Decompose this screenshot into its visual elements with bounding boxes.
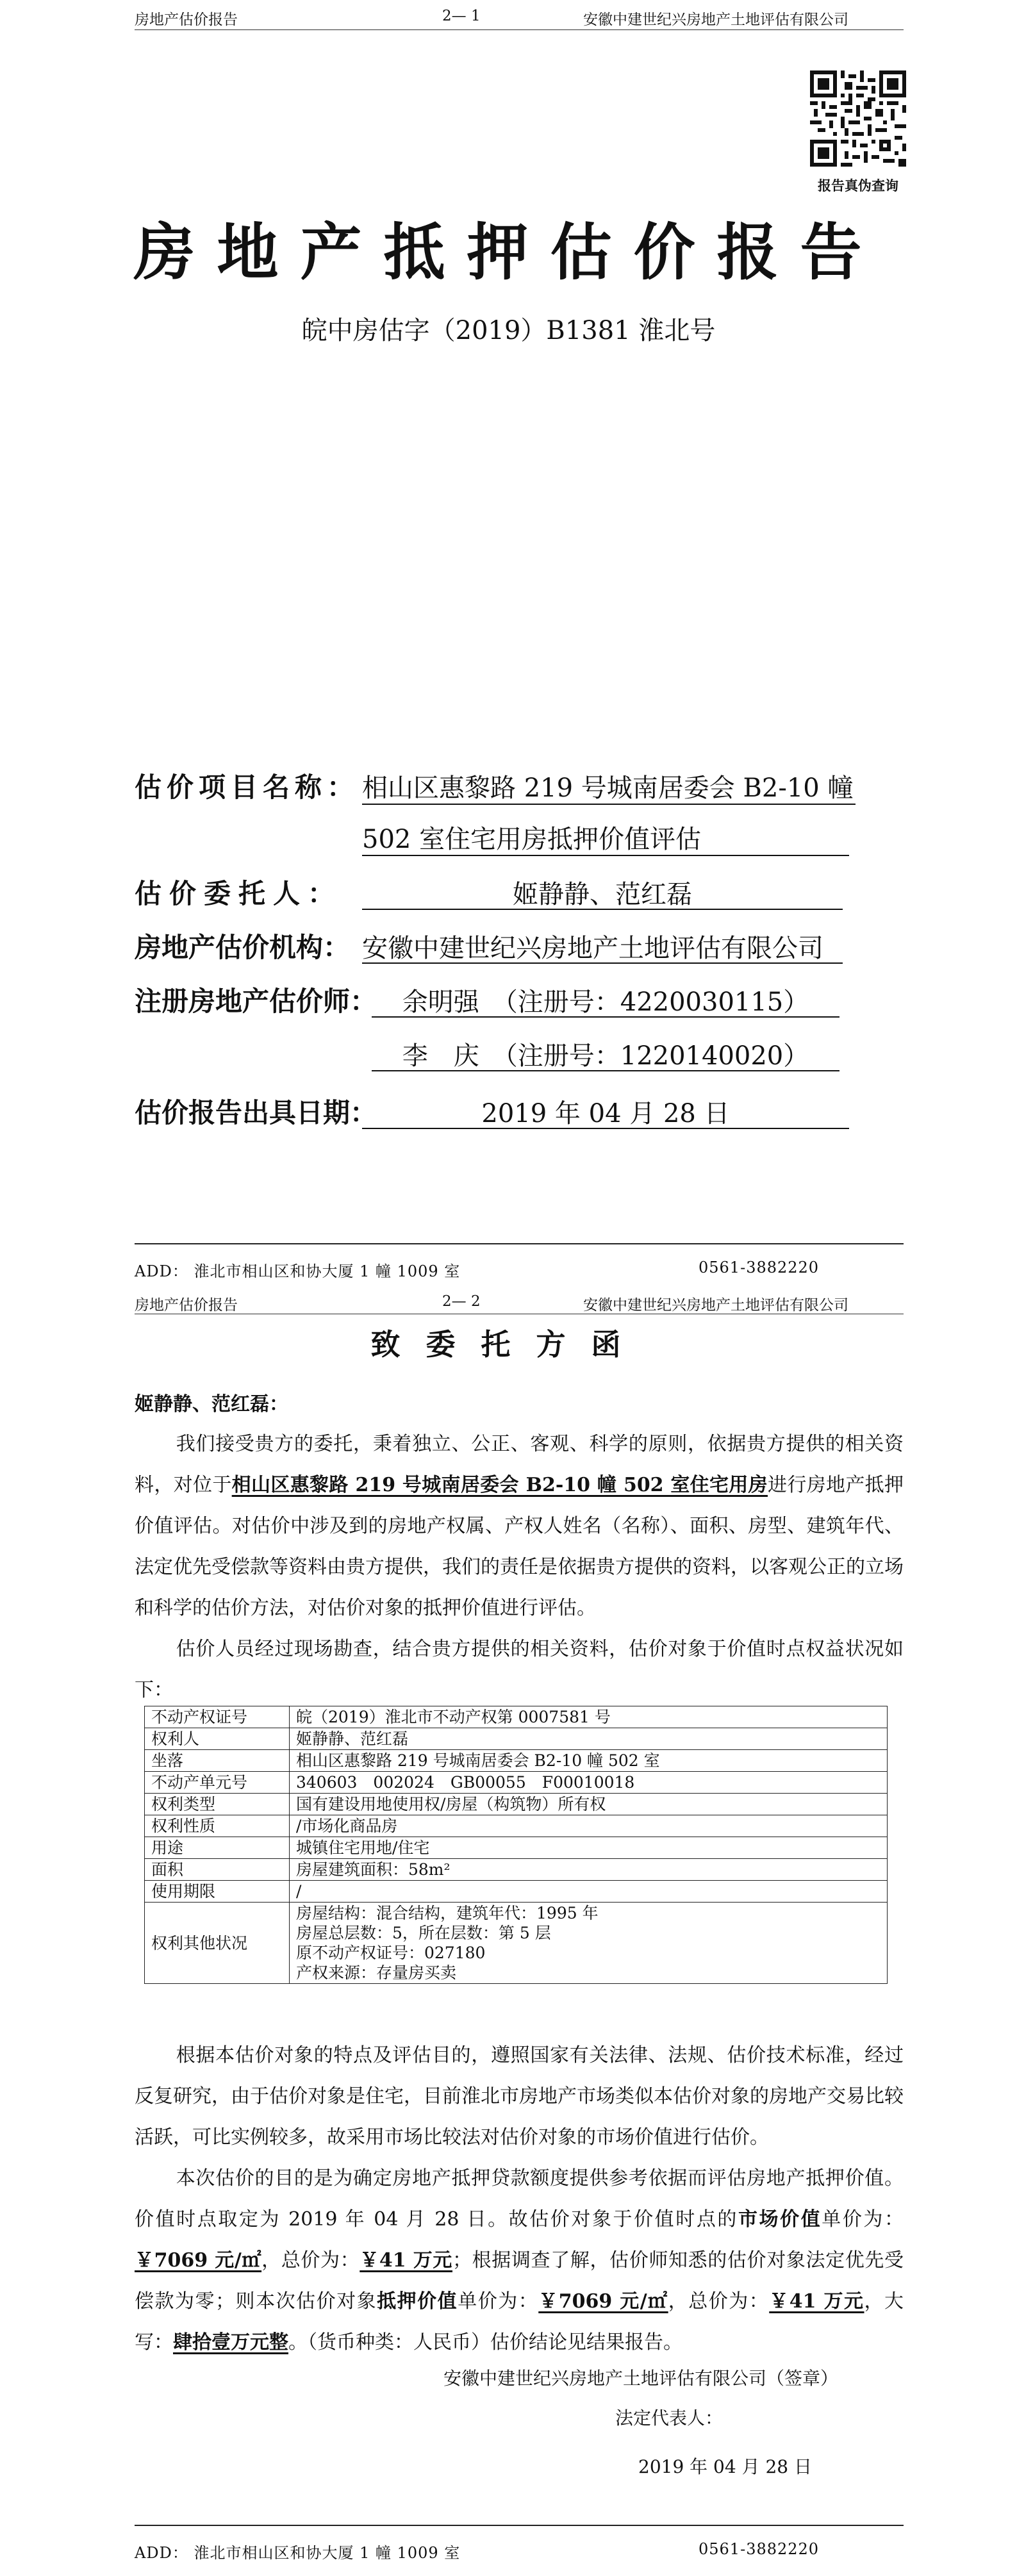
p4-market-unit-price: ￥7069 元/㎡ <box>135 2249 262 2272</box>
p4-text-m: ，大写： <box>135 2290 904 2354</box>
table-key-cell: 使用期限 <box>145 1881 290 1903</box>
table-value-cell: 相山区惠黎路 219 号城南居委会 B2-10 幢 502 室 <box>290 1750 888 1772</box>
table-value-cell: / <box>290 1881 888 1903</box>
page2-footer-address: ADD： 淮北市相山区和协大厦 1 幢 1009 室 <box>135 2544 461 2562</box>
rights-table <box>144 1706 888 1984</box>
p1-property-address: 相山区惠黎路 219 号城南居委会 B2-10 幢 502 室住宅用房 <box>231 1474 768 1496</box>
project-name-line1: 相山区惠黎路 219 号城南居委会 B2-10 幢 <box>362 773 854 803</box>
document-number: 皖中房估字（2019）B1381 淮北号 <box>301 316 716 345</box>
p4-text-e: ，总价为： <box>261 2249 360 2272</box>
page1-footer-phone: 0561-3882220 <box>699 1259 820 1276</box>
p4-mortgage-value: 抵押价值 <box>377 2290 458 2313</box>
report-title: 房地产抵押估价报告 <box>133 216 884 288</box>
table-row <box>145 1728 888 1750</box>
p1-text-c: 进行房地产抵押价值评估。对估价中涉及到的房地产权属、产权人姓名（名称）、面积、房型、建筑年代、法定优先受偿款等资料由贵方提供，我们的责任是依据贵方提供的资料，以客观公正的立场和科学的估价方法，对估价对象的抵押价值进行评估。 <box>135 1474 904 1619</box>
appraiser-2: 李 庆 （注册号：1220140020） <box>402 1041 809 1071</box>
paragraph-3 <box>135 2035 904 2158</box>
table-key-cell: 权利其他状况 <box>145 1903 290 1984</box>
p4-market-total: ￥41 万元 <box>360 2249 453 2272</box>
signature-representative: 法定代表人： <box>615 2407 723 2429</box>
agency-underline <box>362 962 843 964</box>
table-key-cell: 权利类型 <box>145 1794 290 1815</box>
table-row <box>145 1794 888 1815</box>
project-name-label: 估价项目名称： <box>135 772 360 803</box>
page1-footer-address: ADD： 淮北市相山区和协大厦 1 幢 1009 室 <box>135 1262 461 1280</box>
table-row <box>145 1750 888 1772</box>
table-row <box>145 1859 888 1881</box>
table-row <box>145 1706 888 1728</box>
p4-text-g: ；根据调查了解，估价师知悉的估价对象法定优先受偿款为零；则本次估价对象 <box>135 2249 904 2313</box>
table-key-cell: 权利性质 <box>145 1815 290 1837</box>
table-value-cell: 城镇住宅用地/住宅 <box>290 1837 888 1859</box>
report-date-value: 2019 年 04 月 28 日 <box>481 1099 730 1128</box>
other-status-line: 房屋总层数：5，所在层数：第 5 层 <box>296 1924 551 1942</box>
page2-footer-phone: 0561-3882220 <box>699 2540 820 2558</box>
table-row-other <box>145 1903 888 1984</box>
table-value-cell <box>290 1903 888 1984</box>
table-key-cell: 不动产单元号 <box>145 1772 290 1794</box>
table-key-cell: 不动产权证号 <box>145 1706 290 1728</box>
table-value-cell: /市场化商品房 <box>290 1815 888 1837</box>
project-underline-2 <box>362 855 849 856</box>
agency-label: 房地产估价机构： <box>135 932 351 963</box>
appraiser-2-underline <box>372 1070 839 1071</box>
other-status-line: 产权来源：存量房买卖 <box>296 1963 457 1982</box>
p4-amount-in-words: 肆拾壹万元整 <box>173 2331 288 2354</box>
page2-footer-rule <box>135 2525 904 2526</box>
report-date-label: 估价报告出具日期： <box>135 1097 377 1128</box>
p2-text: 估价人员经过现场勘查，结合贵方提供的相关资料，估价对象于价值时点权益状况如下： <box>135 1638 904 1701</box>
table-key-cell: 坐落 <box>145 1750 290 1772</box>
table-value-cell: 340603 002024 GB00055 F00010018 <box>290 1772 888 1794</box>
table-row <box>145 1815 888 1837</box>
p4-mortgage-unit-price: ￥7069 元/㎡ <box>538 2290 668 2313</box>
p4-text-a: 本次估价的目的是为确定房地产抵押贷款额度提供参考依据而评估房地产抵押价值。价值时点取定为 2019 年 04 月 28 日。故估价对象于价值时点的 <box>135 2167 904 2231</box>
page1-header-rule <box>135 29 904 30</box>
appraiser-label: 注册房地产估价师： <box>135 986 377 1017</box>
p3-text: 根据本估价对象的特点及评估目的，遵照国家有关法律、法规、估价技术标准，经过反复研究，由于估价对象是住宅，目前淮北市房地产市场类似本估价对象的房地产交易比较活跃，可比实例较多，故采用市场比较法对估价对象的市场价值进行估价。 <box>135 2044 904 2149</box>
page2-header-right: 安徽中建世纪兴房地产土地评估有限公司 <box>583 1297 848 1314</box>
page2-header-page-number: 2— 2 <box>442 1293 481 1310</box>
table-value-cell: 国有建设用地使用权/房屋（构筑物）所有权 <box>290 1794 888 1815</box>
p4-mortgage-total: ￥41 万元 <box>769 2290 864 2313</box>
p4-text-i: 单价为： <box>458 2290 539 2313</box>
page1-header-right: 安徽中建世纪兴房地产土地评估有限公司 <box>583 12 848 28</box>
p4-market-value: 市场价值 <box>738 2208 822 2231</box>
appraiser-1: 余明强 （注册号：4220030115） <box>402 987 809 1017</box>
table-row <box>145 1837 888 1859</box>
other-status-line: 原不动产权证号：027180 <box>296 1944 486 1962</box>
signature-date: 2019 年 04 月 28 日 <box>638 2456 813 2477</box>
table-row <box>145 1881 888 1903</box>
qr-code-icon[interactable] <box>810 70 906 167</box>
page1-footer-rule <box>135 1243 904 1244</box>
project-underline-1 <box>362 804 856 805</box>
table-key-cell: 用途 <box>145 1837 290 1859</box>
letter-title: 致委托方函 <box>370 1327 647 1362</box>
client-underline <box>362 909 843 910</box>
page1-header-page-number: 2— 1 <box>442 8 481 24</box>
table-value-cell: 房屋建筑面积：58m² <box>290 1859 888 1881</box>
p4-text-o: 。（货币种类：人民币）估价结论见结果报告。 <box>288 2331 682 2354</box>
table-key-cell: 权利人 <box>145 1728 290 1750</box>
other-status-line: 房屋结构：混合结构，建筑年代：1995 年 <box>296 1904 599 1922</box>
table-key-cell: 面积 <box>145 1859 290 1881</box>
table-value-cell: 姬静静、范红磊 <box>290 1728 888 1750</box>
p1-text-a: 我们接受贵方的委托，秉着独立、公正、客观、科学的原则，依据贵方提供的相关资料，对位于 <box>135 1433 904 1496</box>
appraiser-1-underline <box>372 1016 839 1018</box>
paragraph-2 <box>135 1629 904 1711</box>
table-row <box>145 1772 888 1794</box>
agency-value: 安徽中建世纪兴房地产土地评估有限公司 <box>362 934 823 963</box>
p4-text-c: 单价为： <box>822 2208 904 2231</box>
report-date-underline <box>362 1128 849 1129</box>
project-name-line2: 502 室住宅用房抵押价值评估 <box>362 825 702 854</box>
qr-caption: 报告真伪查询 <box>818 178 898 194</box>
client-value: 姬静静、范红磊 <box>513 880 692 909</box>
paragraph-1 <box>135 1424 904 1629</box>
client-label: 估价委托人： <box>135 878 343 909</box>
p4-text-k: ，总价为： <box>668 2290 770 2313</box>
table-value-cell: 皖（2019）淮北市不动产权第 0007581 号 <box>290 1706 888 1728</box>
paragraph-4 <box>135 2158 904 2363</box>
page1-header-left: 房地产估价报告 <box>135 12 238 28</box>
salutation: 姬静静、范红磊： <box>135 1393 288 1416</box>
page2-header-left: 房地产估价报告 <box>135 1297 238 1314</box>
signature-company: 安徽中建世纪兴房地产土地评估有限公司（签章） <box>443 2368 839 2389</box>
